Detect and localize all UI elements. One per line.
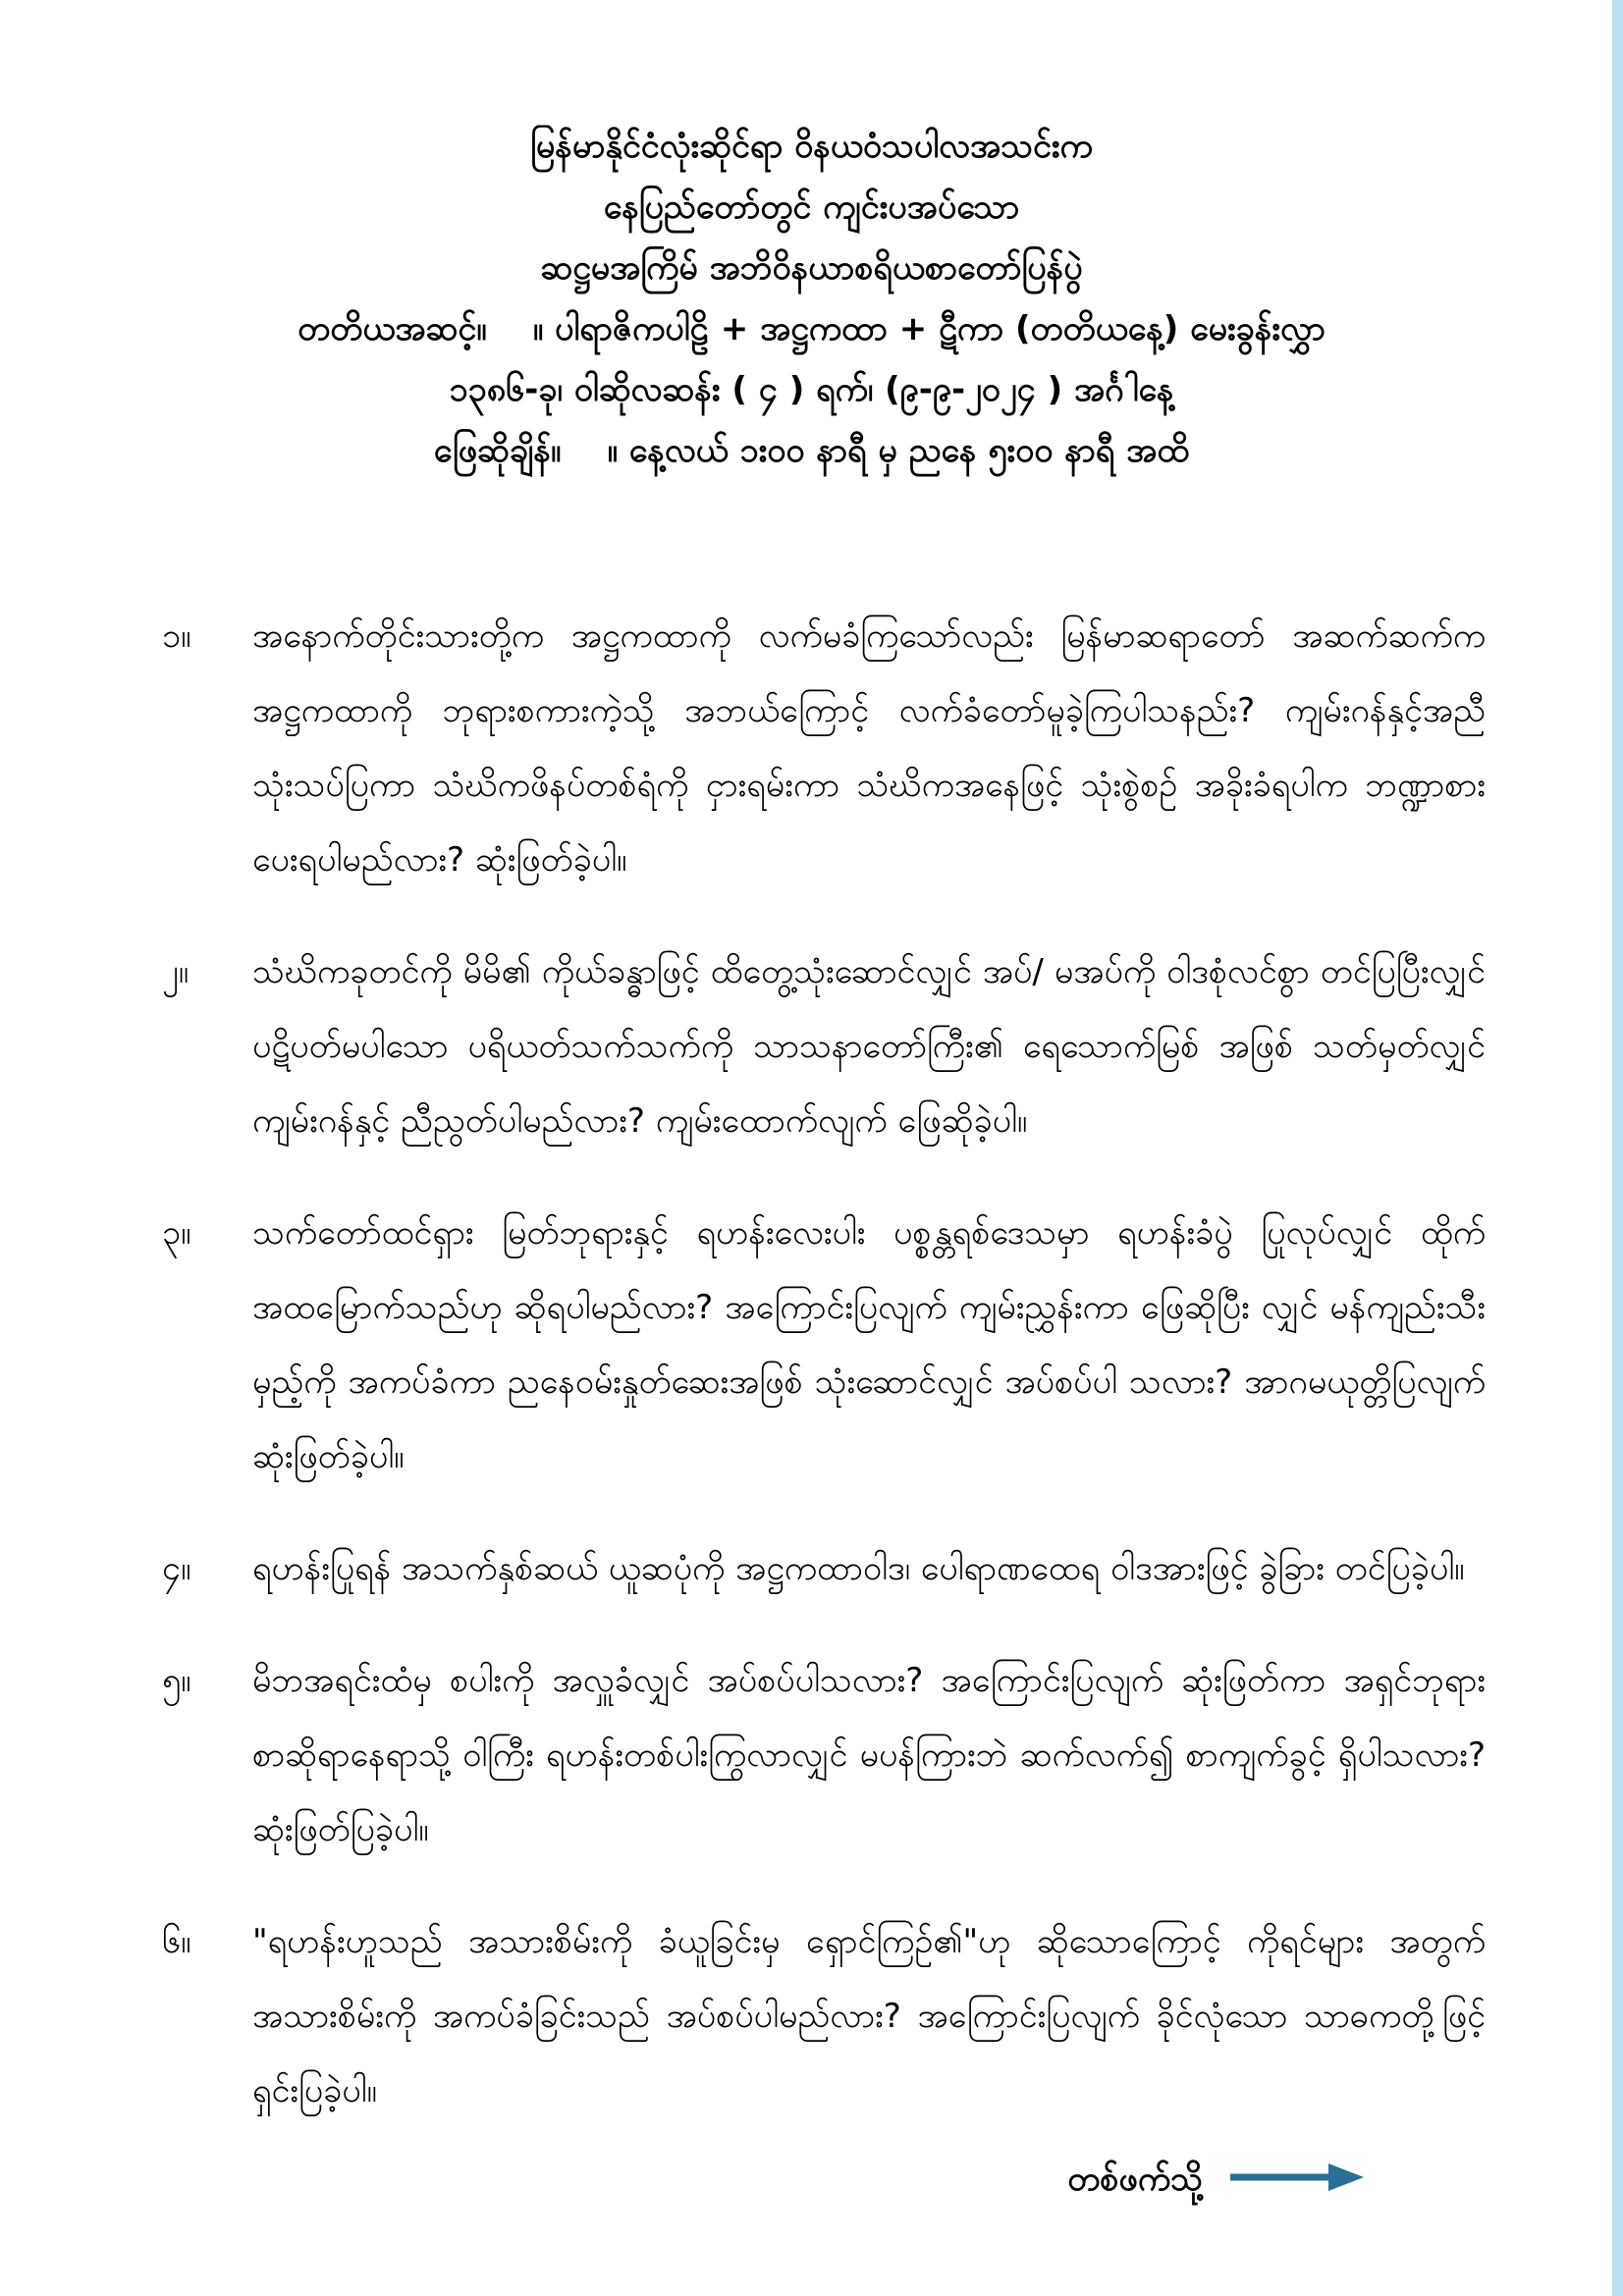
question-item-4 <box>162 1531 1486 1606</box>
question-text: ရဟန်းပြုရန် အသက်နှစ်ဆယ် ယူဆပုံကို အဋ္ဌကထာဝါဒ၊ ပေါရာဏထေရ ဝါဒအားဖြင့် ခွဲခြား တင်ပြခဲ့ပါ။ <box>252 1549 1465 1588</box>
right-arrow-icon <box>1228 2160 1366 2199</box>
continue-next-page-label: တစ်ဖက်သို့ <box>1067 2160 1203 2199</box>
question-item-3 <box>162 1196 1486 1494</box>
header-venue-line: နေပြည်တော်တွင် ကျင်းပအပ်သော <box>603 187 1020 227</box>
question-item-2 <box>162 934 1486 1158</box>
header-association-line: မြန်မာနိုင်ငံလုံးဆိုင်ရာ ဝိနယဝံသပါလအသင်းက <box>530 127 1093 166</box>
question-item-6 <box>162 1904 1486 2128</box>
question-text: မိဘအရင်းထံမှ စပါးကို အလှူခံလျှင် အပ်စပ်ပါသလား? အကြောင်းပြလျက် ဆုံးဖြတ်ကာ အရှင်ဘုရား စာဆိုရာနေရာသို့ ဝါကြီး ရဟန်းတစ်ပါးကြွလာလျှင် မပန်ကြားဘဲ ဆက်လက်၍ စာကျက်ခွင့် ရှိပါသလား? ဆုံးဖြတ်ပြခဲ့ပါ။ <box>252 1661 1486 1849</box>
question-item-1 <box>162 599 1486 897</box>
questions-section <box>0 599 1623 2128</box>
document-header <box>0 0 1623 481</box>
question-number: ၂။ <box>162 952 189 991</box>
question-text: အနောက်တိုင်းသားတို့က အဋ္ဌကထာကို လက်မခံကြသော်လည်း မြန်မာဆရာတော် အဆက်ဆက်က အဋ္ဌကထာကို ဘုရားစကားကဲ့သို့ အဘယ်ကြောင့် လက်ခံတော်မူခဲ့ကြပါသနည်း? ကျမ်းဂန်နှင့်အညီ သုံးသပ်ပြကာ သံဃိကဖိနပ်တစ်ရံကို ငှားရမ်းကာ သံဃိကအနေဖြင့် သုံးစွဲစဉ် အခိုးခံရပါက ဘဏ္ဍာစား ပေးရပါမည်လား? ဆုံးဖြတ်ခဲ့ပါ။ <box>252 616 1486 880</box>
header-level-subject-line: တတိယအဆင့်။ ။ ပါရာဇိကပါဠိ + အဋ္ဌကထာ + ဋီကာ (တတိယနေ့) မေးခွန်းလွှာ <box>298 309 1325 348</box>
question-text: သက်တော်ထင်ရှား မြတ်ဘုရားနှင့် ရဟန်းလေးပါး ပစ္စန္တရစ်ဒေသမှာ ရဟန်းခံပွဲ ပြုလုပ်လျှင် ထိုက် အထမြောက်သည်ဟု ဆိုရပါမည်လား? အကြောင်းပြလျက် ကျမ်းညွှန်းကာ ဖြေဆိုပြီး လျှင် မန်ကျည်းသီးမှည့်ကို အကပ်ခံကာ ညနေဝမ်းနှုတ်ဆေးအဖြစ် သုံးဆောင်လျှင် အပ်စပ်ပါ သလား? အာဂမယုတ္တိပြလျက် ဆုံးဖြတ်ခဲ့ပါ။ <box>252 1213 1486 1476</box>
scan-edge-strip <box>1612 0 1623 2296</box>
question-number: ၅။ <box>162 1661 191 1700</box>
page-footer <box>1067 2152 1366 2207</box>
header-time-line: ဖြေဆိုချိန်။ ။ နေ့လယ် ၁း၀၀ နာရီ မှ ညနေ ၅း၀၀ နာရီ အထိ <box>433 431 1190 470</box>
question-number: ၆။ <box>162 1922 191 1961</box>
question-item-5 <box>162 1643 1486 1867</box>
question-number: ၃။ <box>162 1213 191 1253</box>
question-number: ၄။ <box>162 1549 191 1588</box>
question-text: သံဃိကခုတင်ကို မိမိ၏ ကိုယ်ခန္ဓာဖြင့် ထိတွေ့သုံးဆောင်လျှင် အပ်/ မအပ်ကို ဝါဒစုံလင်စွာ တင်ပြပြီးလျှင် ပဋိပတ်မပါသော ပရိယတ်သက်သက်ကို သာသနာတော်ကြီး၏ ရေသောက်မြစ် အဖြစ် သတ်မှတ်လျှင် ကျမ်းဂန်နှင့် ညီညွတ်ပါမည်လား? ကျမ်းထောက်လျက် ဖြေဆိုခဲ့ပါ။ <box>252 952 1486 1141</box>
header-exam-title-line: ဆဋ္ဌမအကြိမ် အဘိဝိနယာစရိယစာတော်ပြန်ပွဲ <box>540 248 1083 288</box>
header-date-line: ၁၃၈၆-ခု၊ ဝါဆိုလဆန်း ( ၄ ) ရက်၊ (၉-၉-၂၀၂၄ ) အင်္ဂါနေ့ <box>449 370 1174 409</box>
question-number: ၁။ <box>162 616 191 656</box>
question-text: "ရဟန်းဟူသည် အသားစိမ်းကို ခံယူခြင်းမှ ရှောင်ကြဉ်၏"ဟု ဆိုသောကြောင့် ကိုရင်များ အတွက် အသားစိမ်းကို အကပ်ခံခြင်းသည် အပ်စပ်ပါမည်လား? အကြောင်းပြလျက် ခိုင်လုံသော သာဓကတို့ဖြင့် ရှင်းပြခဲ့ပါ။ <box>252 1922 1486 2110</box>
